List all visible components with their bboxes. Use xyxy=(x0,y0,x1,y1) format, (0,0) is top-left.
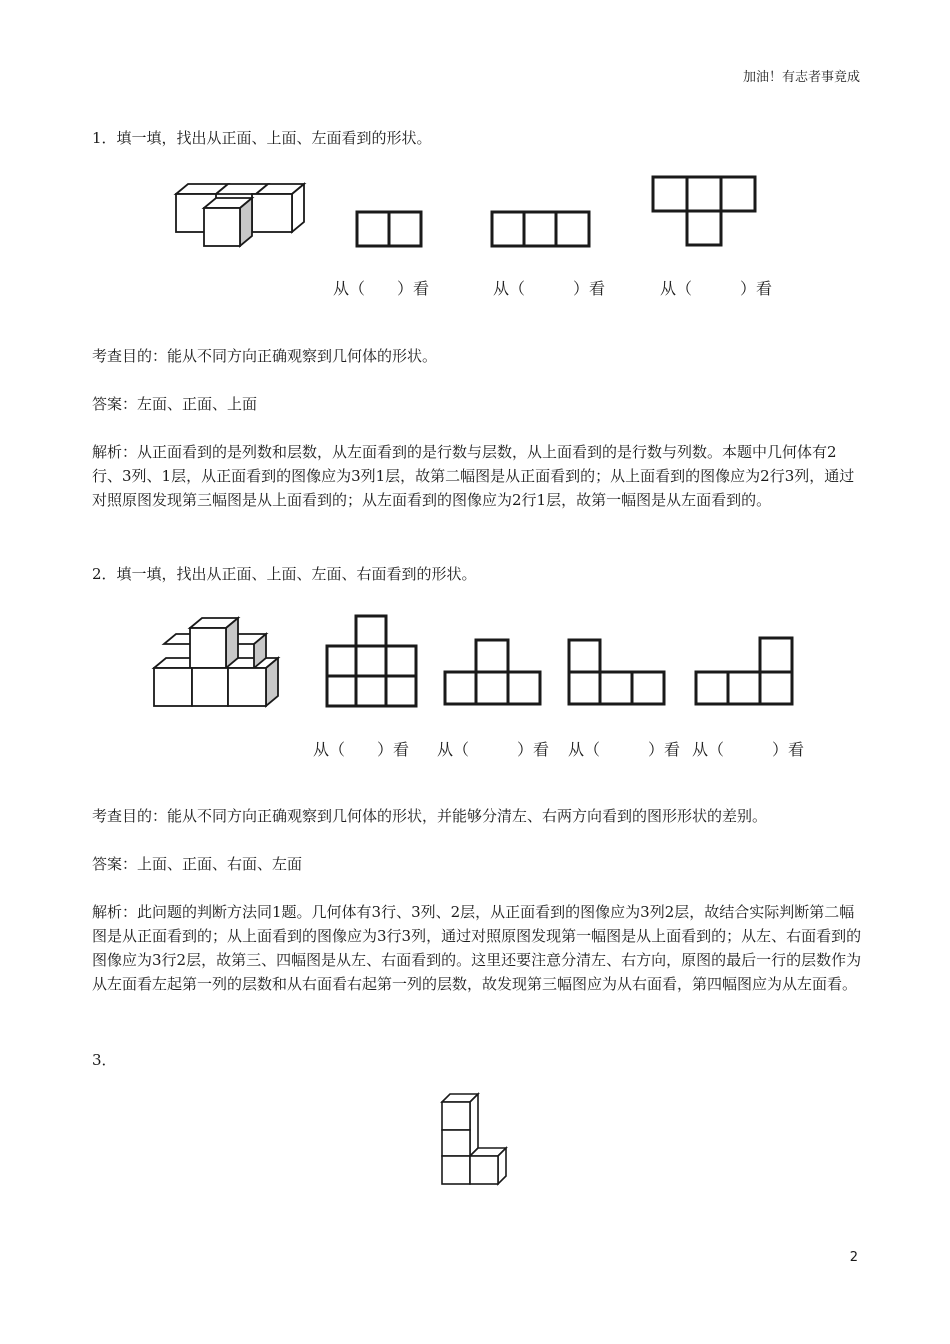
q1-blank-2: 从（ ）看 xyxy=(493,279,606,298)
q2-prompt: 2．填一填，找出从正面、上面、左面、右面看到的形状。 xyxy=(92,565,477,583)
q1-prompt: 1．填一填，找出从正面、上面、左面看到的形状。 xyxy=(92,129,432,147)
q1-view-a xyxy=(355,210,425,248)
q1-blank-1: 从（ ）看 xyxy=(333,279,430,298)
page-header: 加油！有志者事竟成 xyxy=(742,70,860,85)
q1-analysis: 解析：从正面看到的是列数和层数，从左面看到的是行数与层数，从上面看到的是行数与列数。本题中几何体有2行、3列、1层，从正面看到的图像应为3列1层，故第二幅图是从正面看到的；从上面看到的图像应为2行3列，通过对照原图发现第三幅图是从上面看到的；从左面看到的图像应为2行1层，故第一幅图是从左面看到的。 xyxy=(92,443,855,509)
q2-blank-1: 从（ ）看 xyxy=(313,740,410,759)
q3-number: 3． xyxy=(92,1051,117,1069)
q2-view-b xyxy=(443,638,543,708)
q1-view-b xyxy=(490,210,592,248)
q2-view-c xyxy=(567,638,667,708)
q2-analysis: 解析：此问题的判断方法同1题。几何体有3行、3列、2层，从正面看到的图像应为3列2层，故结合实际判断第二幅图是从正面看到的；从上面看到的图像应为3行3列，通过对照原图发现第一幅图是从上面看到的；从左、右面看到的图像应为3行2层，故第三、四幅图是从左、右面看到的。这里还要注意分清左、右方向，原图的最后一行的层数作为从左面看左起第一列的层数和从右面看右起第一列的层数，故发现第三幅图应为从右面看，第四幅图应为从左面看。 xyxy=(92,903,862,993)
q2-view-a xyxy=(325,614,419,708)
q1-purpose: 考查目的：能从不同方向正确观察到几何体的形状。 xyxy=(92,347,438,365)
q2-solid-figure xyxy=(150,614,295,710)
page-number: 2 xyxy=(849,1250,858,1265)
q2-answer: 答案：上面、正面、右面、左面 xyxy=(92,855,303,873)
q2-blank-4: 从（ ）看 xyxy=(692,740,805,759)
q2-view-d xyxy=(694,636,796,708)
q2-blank-3: 从（ ）看 xyxy=(568,740,681,759)
q1-answer: 答案：左面、正面、上面 xyxy=(92,395,258,413)
q2-blank-2: 从（ ）看 xyxy=(437,740,550,759)
q1-view-c xyxy=(651,175,759,247)
q3-solid-figure xyxy=(440,1092,512,1188)
q1-solid-figure xyxy=(170,180,310,250)
q1-blank-3: 从（ ）看 xyxy=(660,279,773,298)
q2-purpose: 考查目的：能从不同方向正确观察到几何体的形状，并能够分清左、右两方向看到的图形形状的差别。 xyxy=(92,807,768,825)
